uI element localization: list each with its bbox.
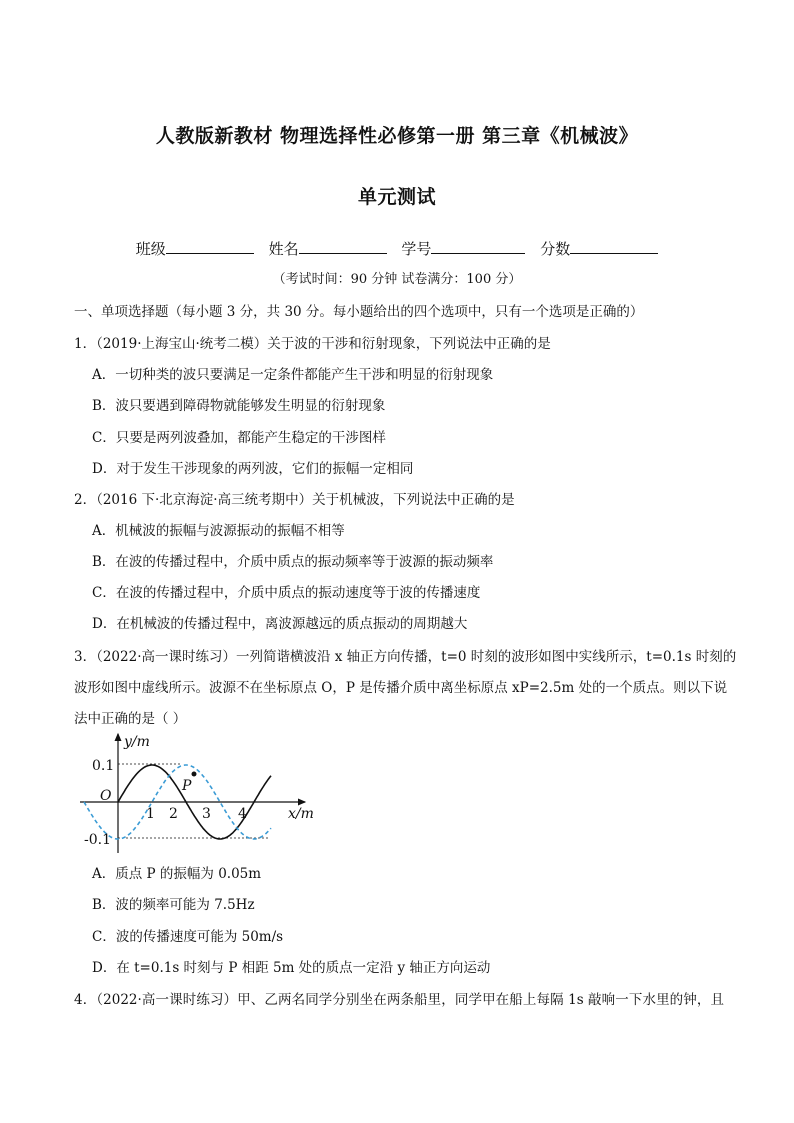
student-info-row <box>0 238 794 259</box>
class-label: 班级 <box>135 240 166 258</box>
score-blank[interactable] <box>570 239 658 254</box>
point-p-label: P <box>182 778 192 794</box>
q2-option-a: A．机械波的振幅与波源振动的振幅不相等 <box>92 523 345 539</box>
name-blank[interactable] <box>299 239 387 254</box>
exam-title: 人教版新教材 物理选择性必修第一册 第三章《机械波》 <box>155 125 639 147</box>
point-p-marker <box>192 772 197 777</box>
y-tick-top: 0.1 <box>92 758 115 774</box>
q2-option-d: D．在机械波的传播过程中，离波源越远的质点振动的周期越大 <box>92 616 468 632</box>
y-tick-bottom: -0.1 <box>84 832 111 848</box>
x-tick-3: 3 <box>202 806 211 822</box>
q3-option-a: A．质点 P 的振幅为 0.05m <box>92 866 262 882</box>
exam-subtitle: 单元测试 <box>357 186 436 208</box>
x-tick-4: 4 <box>238 806 247 822</box>
class-blank[interactable] <box>166 239 254 254</box>
q4-stem-line1: 4．（2022·高一课时练习）甲、乙两名同学分别坐在两条船里，同学甲在船上每隔 1s 敲响一下水里的钟，且 <box>74 992 724 1008</box>
q3-option-b: B．波的频率可能为 7.5Hz <box>92 897 255 913</box>
x-tick-2: 2 <box>169 806 178 822</box>
q3-stem-line3: 法中正确的是（ ） <box>74 711 187 727</box>
exam-note: （考试时间：90 分钟 试卷满分：100 分） <box>272 272 522 287</box>
q2-option-c: C．在波的传播过程中，介质中质点的振动速度等于波的传播速度 <box>92 585 481 601</box>
q3-stem-line1: 3．（2022·高一课时练习）一列简谐横波沿 x 轴正方向传播，t=0 时刻的波形如图中实线所示，t=0.1s 时刻的 <box>74 649 737 665</box>
wave-graph <box>80 728 330 858</box>
number-label: 学号 <box>401 240 432 258</box>
q1-option-c: C．只要是两列波叠加，都能产生稳定的干涉图样 <box>92 430 386 446</box>
q3-option-c: C．波的传播速度可能为 50m/s <box>92 929 284 945</box>
q3-option-d: D．在 t=0.1s 时刻与 P 相距 5m 处的质点一定沿 y 轴正方向运动 <box>92 960 491 976</box>
name-label: 姓名 <box>268 240 299 258</box>
y-axis-label: y/m <box>124 734 150 750</box>
q1-stem: 1．（2019·上海宝山·统考二模）关于波的干涉和衍射现象，下列说法中正确的是 <box>74 336 551 352</box>
x-axis-label: x/m <box>288 806 314 822</box>
x-tick-1: 1 <box>146 806 155 822</box>
number-blank[interactable] <box>431 239 525 254</box>
q2-stem: 2．（2016 下·北京海淀·高三统考期中）关于机械波，下列说法中正确的是 <box>74 492 515 508</box>
score-label: 分数 <box>540 240 571 258</box>
q1-option-d: D．对于发生干涉现象的两列波，它们的振幅一定相同 <box>92 461 414 477</box>
q1-option-b: B．波只要遇到障碍物就能够发生明显的衍射现象 <box>92 398 386 414</box>
q3-stem-line2: 波形如图中虚线所示。波源不在坐标原点 O，P 是传播介质中离坐标原点 xP=2.5m 处的一个质点。则以下说 <box>74 680 728 696</box>
q1-option-a: A．一切种类的波只要满足一定条件都能产生干涉和明显的衍射现象 <box>92 367 494 383</box>
section-heading: 一、单项选择题（每小题 3 分，共 30 分。每小题给出的四个选项中，只有一个选项是正确的） <box>74 304 644 320</box>
q2-option-b: B．在波的传播过程中，介质中质点的振动频率等于波源的振动频率 <box>92 554 494 570</box>
origin-label: O <box>100 788 112 804</box>
